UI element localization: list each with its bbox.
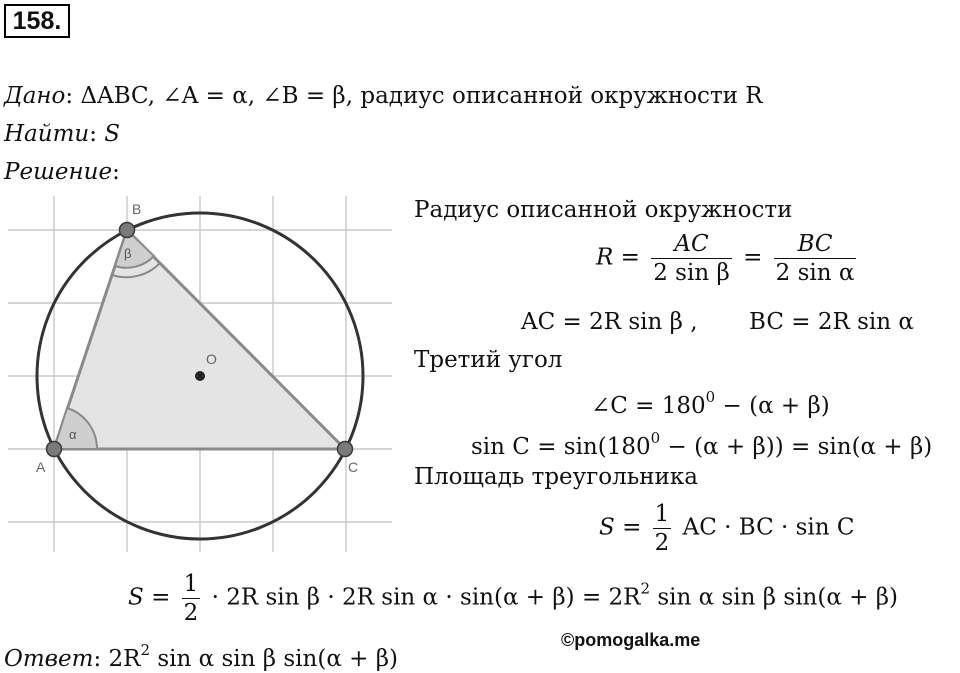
angle-c-pre: ∠C = 180 xyxy=(591,393,706,419)
sin-c-degree: 0 xyxy=(650,429,661,447)
final-lhs: S = xyxy=(128,584,171,611)
point-c xyxy=(338,442,353,457)
area-fraction-num: 1 xyxy=(654,501,670,527)
final-formula xyxy=(128,570,898,627)
solution-line: Решение: xyxy=(4,159,120,185)
answer-post: sin α sin β sin(α + β) xyxy=(150,646,399,672)
side-bc-formula: BC = 2R sin α xyxy=(749,309,914,335)
problem-number: 158. xyxy=(4,4,70,38)
final-tail: sin α sin β sin(α + β) xyxy=(650,584,899,611)
circumradius-title: Радиус описанной окружности xyxy=(414,197,793,223)
answer-pre: 2R xyxy=(108,646,141,672)
area-title: Площадь треугольника xyxy=(414,464,698,490)
r-fraction-2-num: BC xyxy=(774,230,857,259)
r-fraction-2 xyxy=(774,230,857,287)
angle-c-formula xyxy=(591,383,830,420)
r-fraction-1-den: 2 sin β xyxy=(653,260,730,286)
area-formula xyxy=(599,500,855,557)
r-fraction-2-den: 2 sin α xyxy=(775,260,855,286)
label-o: O xyxy=(206,351,217,367)
point-o xyxy=(195,371,205,381)
watermark: ©pomogalka.me xyxy=(561,630,701,650)
area-fraction-den: 2 xyxy=(654,530,670,556)
point-b xyxy=(120,223,135,238)
r-formula xyxy=(596,230,860,287)
label-b: B xyxy=(132,201,142,217)
label-a: A xyxy=(36,459,46,475)
final-fraction-num: 1 xyxy=(183,571,199,597)
area-fraction xyxy=(653,500,672,557)
find-value: S xyxy=(104,121,121,147)
sin-c-pre: sin C = sin(180 xyxy=(471,434,651,460)
angle-c-degree: 0 xyxy=(705,388,716,406)
answer-exp: 2 xyxy=(140,641,151,659)
third-angle-title: Третий угол xyxy=(414,347,563,373)
final-fraction-den: 2 xyxy=(183,600,199,626)
find-line: Найти: S xyxy=(4,121,121,147)
r-formula-lhs: R = xyxy=(596,244,640,271)
area-rhs: AC · BC · sin C xyxy=(682,514,855,541)
label-alpha: α xyxy=(69,427,77,442)
final-fraction xyxy=(182,570,201,627)
r-fraction-1 xyxy=(651,230,732,287)
r-formula-eq: = xyxy=(743,244,763,271)
given-line: Дано: ΔABC, ∠A = α, ∠B = β, радиус описанной окружности R xyxy=(4,83,763,109)
answer-label: Ответ xyxy=(4,646,94,672)
answer-line: Ответ: $2R^2$ sin α sin β sin(α + β) xyxy=(4,641,399,672)
given-label: Дано xyxy=(4,83,66,109)
label-c: C xyxy=(348,459,359,475)
sin-c-formula xyxy=(471,424,932,461)
find-label: Найти xyxy=(4,121,90,147)
side-ac-formula: AC = 2R sin β , xyxy=(521,309,698,335)
given-text: ΔABC, ∠A = α, ∠B = β, радиус описанной окружности R xyxy=(80,83,763,109)
area-lhs: S = xyxy=(599,514,642,541)
final-exp: 2 xyxy=(640,579,651,598)
point-a xyxy=(47,442,62,457)
label-beta: β xyxy=(124,246,132,261)
sin-c-post: − (α + β)) = sin(α + β) xyxy=(660,434,933,460)
solution-label: Решение xyxy=(4,159,113,185)
r-fraction-1-num: AC xyxy=(651,230,732,259)
angle-c-post: − (α + β) xyxy=(715,393,830,419)
triangle-diagram xyxy=(0,188,400,560)
final-mid: · 2R sin β · 2R sin α · sin(α + β) = 2R xyxy=(211,584,641,611)
